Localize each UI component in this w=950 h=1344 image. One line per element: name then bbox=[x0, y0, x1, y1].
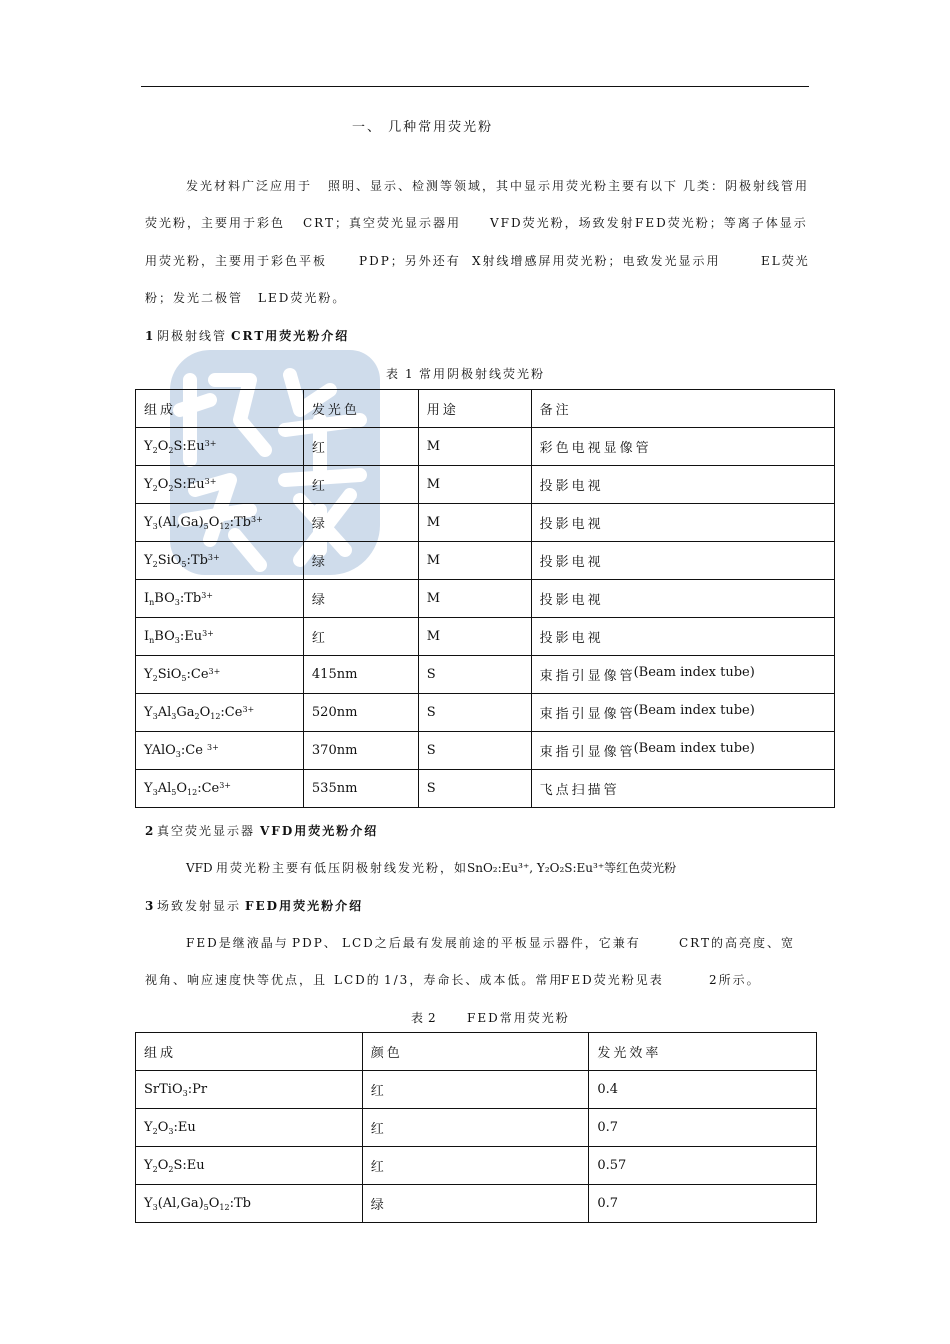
use-cell: M bbox=[418, 428, 531, 466]
table-row bbox=[136, 1109, 817, 1147]
note-text: 束指引显像管 bbox=[539, 707, 636, 722]
table-row bbox=[136, 1147, 817, 1185]
color-cell: 370nm bbox=[303, 732, 418, 770]
use-cell: S bbox=[418, 732, 531, 770]
formula-cell: $Y_2O_3:Eu$ bbox=[136, 1109, 363, 1147]
use-cell: M bbox=[418, 618, 531, 656]
vfd-text-formula: SnO₂:Eu³⁺, Y₂O₂S:Eu³⁺等红色荧光粉 bbox=[467, 861, 677, 875]
color-cell: 红 bbox=[362, 1109, 589, 1147]
intro-line1-c: 几类：阴极射线管用 bbox=[683, 179, 810, 193]
color-cell: 绿 bbox=[303, 580, 418, 618]
formula-cell: $Y_2SiO_5:Tb^{3+}$ bbox=[136, 542, 304, 580]
fed-line1-b: PDP、 bbox=[292, 936, 338, 950]
note-text: 飞点扫描管 bbox=[539, 783, 620, 798]
fed-line2-a: 视角、响应速度快等优点，且 bbox=[145, 973, 328, 987]
section3-number: 3 bbox=[145, 899, 154, 913]
use-cell: S bbox=[418, 694, 531, 732]
note-cell bbox=[531, 732, 834, 770]
intro-line2-d: FED荧光粉；等离子体显示 bbox=[635, 216, 808, 230]
color-cell: 红 bbox=[362, 1071, 589, 1109]
intro-line3-a: 用荧光粉，主要用于彩色平板 bbox=[145, 254, 328, 268]
column-header: 备注 bbox=[531, 390, 834, 428]
table1-caption: 常用阴极射线荧光粉 bbox=[419, 367, 546, 381]
note-cell bbox=[531, 542, 834, 580]
section1-number: 1 bbox=[145, 329, 154, 343]
fed-line1-a: FED是继液晶与 bbox=[186, 936, 289, 950]
note-cell bbox=[531, 580, 834, 618]
use-cell: M bbox=[418, 504, 531, 542]
color-cell: 415nm bbox=[303, 656, 418, 694]
table2-caption-pre: 表 bbox=[411, 1011, 426, 1025]
table-row bbox=[136, 466, 835, 504]
fed-line2-d: FED荧光粉见表 bbox=[561, 973, 664, 987]
section1-title: CRT用荧光粉介绍 bbox=[231, 329, 350, 343]
use-cell: M bbox=[418, 466, 531, 504]
column-header: 发光效率 bbox=[589, 1033, 817, 1071]
fed-line2-b: LCD的 bbox=[334, 973, 381, 987]
section2-title-cjk: 真空荧光显示器 bbox=[157, 824, 256, 838]
table1-caption-pre: 表 bbox=[386, 367, 401, 381]
column-header: 组成 bbox=[136, 1033, 363, 1071]
intro-line3-b: PDP；另外还有 bbox=[359, 254, 461, 268]
note-text: 投影电视 bbox=[539, 555, 604, 570]
note-text: 彩色电视显像管 bbox=[539, 441, 652, 456]
intro-line2-a: 荧光粉，主要用于彩色 bbox=[145, 216, 286, 230]
note-text: 投影电视 bbox=[539, 479, 604, 494]
note-text: 束指引显像管 bbox=[539, 669, 636, 684]
intro-line1-b: 照明、显示、检测等领域，其中显示用荧光粉主要有以下 bbox=[328, 179, 679, 193]
fed-line1-c: LCD之后最有发展前途的平板显示器件，它兼有 bbox=[342, 936, 641, 950]
note-cell bbox=[531, 656, 834, 694]
intro-line3-d: EL荧光 bbox=[761, 254, 810, 268]
column-header: 组成 bbox=[136, 390, 304, 428]
table-row bbox=[136, 656, 835, 694]
efficiency-cell: 0.7 bbox=[589, 1109, 817, 1147]
formula-cell: $I_nBO_3:Eu^{3+}$ bbox=[136, 618, 304, 656]
column-header: 发光色 bbox=[303, 390, 418, 428]
vfd-text-cjk: 用荧光粉主要有低压阴极射线发光粉，如 bbox=[216, 861, 469, 875]
color-cell: 绿 bbox=[303, 504, 418, 542]
formula-cell: $Y_2O_2S:Eu^{3+}$ bbox=[136, 428, 304, 466]
formula-cell: $I_nBO_3:Tb^{3+}$ bbox=[136, 580, 304, 618]
efficiency-cell: 0.57 bbox=[589, 1147, 817, 1185]
color-cell: 绿 bbox=[362, 1185, 589, 1223]
table-row bbox=[136, 618, 835, 656]
note-cell bbox=[531, 694, 834, 732]
table2-caption: FED常用荧光粉 bbox=[467, 1011, 570, 1025]
color-cell: 红 bbox=[303, 428, 418, 466]
intro-line4-b: LED荧光粉。 bbox=[258, 291, 347, 305]
vfd-text-pre: VFD bbox=[186, 861, 213, 875]
use-cell: M bbox=[418, 542, 531, 580]
phosphor-table-fed bbox=[135, 1032, 817, 1223]
intro-line2-b: CRT；真空荧光显示器用 bbox=[303, 216, 462, 230]
fed-line2-e: 2所示。 bbox=[709, 973, 761, 987]
section3-title: FED用荧光粉介绍 bbox=[245, 899, 364, 913]
note-english: (Beam index tube) bbox=[633, 741, 755, 756]
note-text: 投影电视 bbox=[539, 517, 604, 532]
color-cell: 红 bbox=[303, 618, 418, 656]
note-cell bbox=[531, 504, 834, 542]
color-cell: 红 bbox=[362, 1147, 589, 1185]
table-row bbox=[136, 732, 835, 770]
table1-caption-num: 1 bbox=[405, 367, 413, 381]
efficiency-cell: 0.7 bbox=[589, 1185, 817, 1223]
note-english: (Beam index tube) bbox=[633, 703, 755, 718]
formula-cell: $Y_2O_2S:Eu$ bbox=[136, 1147, 363, 1185]
formula-cell: $Y_3Al_5O_{12}:Ce^{3+}$ bbox=[136, 770, 304, 808]
section2-title: VFD用荧光粉介绍 bbox=[260, 824, 379, 838]
table-row bbox=[136, 694, 835, 732]
color-cell: 红 bbox=[303, 466, 418, 504]
intro-line2-c: VFD荧光粉，场致发射 bbox=[490, 216, 635, 230]
section3-title-cjk: 场致发射显示 bbox=[157, 899, 242, 913]
table-header-row bbox=[136, 390, 835, 428]
table-row bbox=[136, 1071, 817, 1109]
intro-line4-a: 粉；发光二极管 bbox=[145, 291, 244, 305]
header-rule bbox=[141, 86, 809, 87]
formula-cell: $Y_3(Al,Ga)_5O_{12}:Tb^{3+}$ bbox=[136, 504, 304, 542]
note-cell bbox=[531, 770, 834, 808]
note-cell bbox=[531, 428, 834, 466]
formula-cell: $Y_3(Al,Ga)_5O_{12}:Tb$ bbox=[136, 1185, 363, 1223]
note-cell bbox=[531, 618, 834, 656]
use-cell: S bbox=[418, 770, 531, 808]
table-row bbox=[136, 770, 835, 808]
color-cell: 535nm bbox=[303, 770, 418, 808]
note-text: 束指引显像管 bbox=[539, 745, 636, 760]
note-english: (Beam index tube) bbox=[633, 665, 755, 680]
color-cell: 520nm bbox=[303, 694, 418, 732]
table-header-row bbox=[136, 1033, 817, 1071]
fed-line2-c: 1/3，寿命长、成本低。常用 bbox=[384, 973, 564, 987]
fed-line1-d: CRT的高亮度、宽 bbox=[679, 936, 796, 950]
intro-line3-c: X射线增感屏用荧光粉；电致发光显示用 bbox=[472, 254, 721, 268]
table2-caption-num: 2 bbox=[428, 1011, 436, 1025]
column-header: 用途 bbox=[418, 390, 531, 428]
column-header: 颜色 bbox=[362, 1033, 589, 1071]
table-row bbox=[136, 504, 835, 542]
section2-number: 2 bbox=[145, 824, 154, 838]
use-cell: S bbox=[418, 656, 531, 694]
note-text: 投影电视 bbox=[539, 631, 604, 646]
table-row bbox=[136, 1185, 817, 1223]
table-row bbox=[136, 428, 835, 466]
formula-cell: SrTiO$_3$:Pr bbox=[136, 1071, 363, 1109]
use-cell: M bbox=[418, 580, 531, 618]
intro-line1-a: 发光材料广泛应用于 bbox=[186, 179, 313, 193]
table-row bbox=[136, 542, 835, 580]
note-text: 投影电视 bbox=[539, 593, 604, 608]
page-title: 一、 几种常用荧光粉 bbox=[352, 120, 494, 135]
table-row bbox=[136, 580, 835, 618]
efficiency-cell: 0.4 bbox=[589, 1071, 817, 1109]
formula-cell: $Y_2O_2S:Eu^{3+}$ bbox=[136, 466, 304, 504]
note-cell bbox=[531, 466, 834, 504]
color-cell: 绿 bbox=[303, 542, 418, 580]
formula-cell: YAlO$_3$:Ce $^{3+}$ bbox=[136, 732, 304, 770]
section1-title-cjk: 阴极射线管 bbox=[157, 329, 228, 343]
phosphor-table-crt bbox=[135, 389, 835, 808]
formula-cell: $Y_3Al_3Ga_2O_{12}:Ce^{3+}$ bbox=[136, 694, 304, 732]
formula-cell: $Y_2SiO_5:Ce^{3+}$ bbox=[136, 656, 304, 694]
